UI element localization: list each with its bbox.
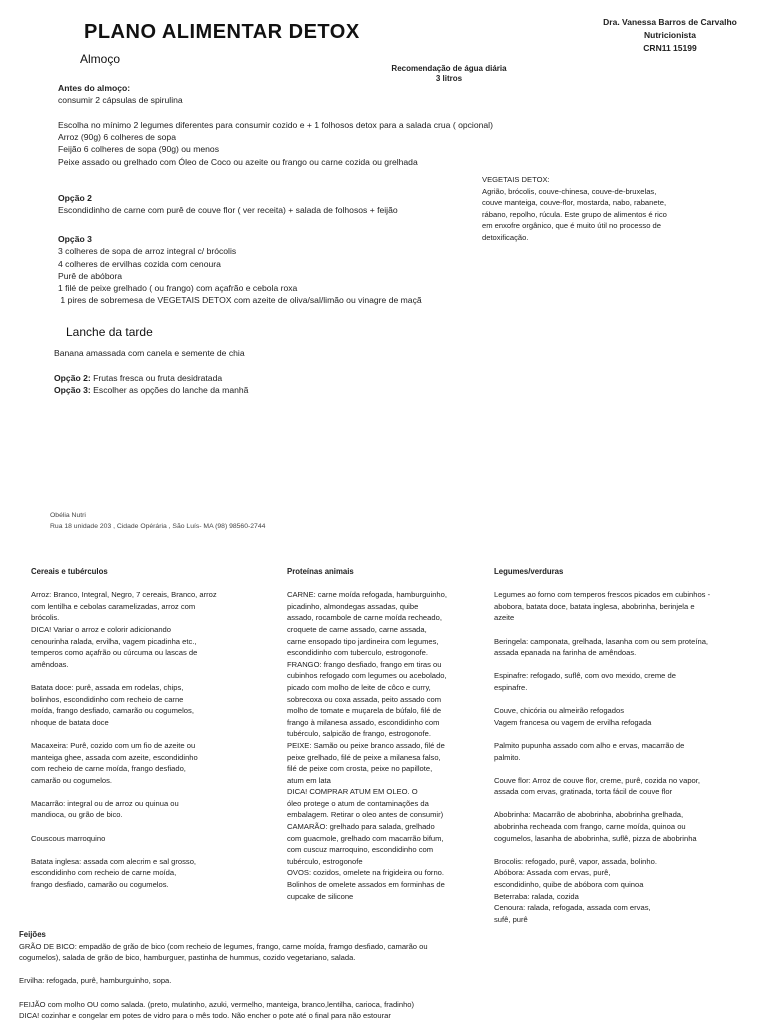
proteinas-line: tubérculo, estrogonofe bbox=[287, 856, 363, 866]
proteinas-line: peixe grelhado, filé de peixe a milanesa falso, bbox=[287, 752, 441, 762]
doctor-name: Dra. Vanessa Barros de Carvalho bbox=[603, 17, 737, 27]
lanche-text: Banana amassada com canela e semente de chia bbox=[54, 348, 245, 358]
legumes-line: Abóbora: Assada com ervas, purê, bbox=[494, 868, 611, 878]
cereais-line: DICA! Variar o arroz e colorir adicionando bbox=[31, 624, 171, 634]
feijoes-line bbox=[19, 987, 759, 999]
proteinas-line: cubinhos refogado com legumes ou acebolado, bbox=[287, 671, 447, 681]
cereais-line bbox=[31, 844, 261, 856]
proteinas-line: croquete de carne assado, carne assada, bbox=[287, 624, 427, 634]
doctor-crn: CRN11 15199 bbox=[643, 43, 697, 53]
arroz-text: Arroz (90g) 6 colheres de sopa bbox=[58, 132, 176, 143]
proteinas-line: carne ensopado tipo jardineira com legumes, bbox=[287, 636, 439, 646]
lanche-opcao3 bbox=[54, 384, 454, 396]
cereais-line: cenourinha ralada, ervilha, vagem picadinha etc., bbox=[31, 636, 197, 646]
opcao3-line: Purê de abóbora bbox=[58, 270, 123, 281]
antes-label: Antes do almoço: bbox=[58, 83, 131, 93]
opcao3-line: 3 colheres de sopa de arroz integral c/ brócolis bbox=[58, 246, 237, 257]
cereais-line: camarão ou cogumelos. bbox=[31, 775, 113, 785]
cereais-column bbox=[31, 566, 261, 891]
legumes-line: Beringela: camponata, grelhada, lasanha com ou sem proteína, bbox=[494, 636, 709, 646]
proteinas-heading: Proteínas animais bbox=[287, 567, 354, 576]
legumes-line: Cenoura: ralada, refogada, assada com ervas, bbox=[494, 903, 651, 913]
cereais-line: brócolis. bbox=[31, 613, 60, 623]
water-amount: 3 litros bbox=[435, 74, 463, 83]
proteinas-line: embalagem. Retirar o oleo antes de consumir) bbox=[287, 810, 444, 820]
almoco-opcao3 bbox=[58, 233, 518, 307]
water-recommendation bbox=[376, 64, 522, 84]
legumes-line bbox=[494, 659, 764, 671]
legumes-line: Couve flor: Arroz de couve flor, creme, purê, cozida no vapor, bbox=[494, 775, 700, 785]
proteinas-line: sobrecoxa ou coxa assada, peito assado com bbox=[287, 694, 442, 704]
vegetais-line: rábano, repolho, rúcula. Este grupo de alimentos é rico bbox=[482, 209, 667, 219]
almoco-heading: Almoço bbox=[80, 52, 121, 66]
cereais-line bbox=[31, 786, 261, 798]
opcao3-label: Opção 3 bbox=[58, 234, 92, 244]
proteinas-line: DICA! COMPRAR ATUM EM OLEO. O bbox=[287, 787, 418, 797]
doctor-info bbox=[560, 16, 768, 55]
legumes-line: abobora, batata doce, batata inglesa, abobrinha, berinjela e bbox=[494, 601, 695, 611]
legumes-line: cogumelos, lasanha de abobrinha, suflê, pizza de abobrinha bbox=[494, 833, 697, 843]
footer-address: Rua 18 unidade 203 , Cidade Opérária , São Luís- MA (98) 98560-2744 bbox=[50, 522, 266, 530]
legumes-line: Legumes ao forno com temperos frescos picados em cubinhos - bbox=[494, 590, 711, 600]
cereais-line: nhoque de batata doce bbox=[31, 717, 109, 727]
opcao3-line: 1 filé de peixe grelhado ( ou frango) com açafrão e cebola roxa bbox=[58, 283, 298, 294]
proteinas-line: Bolinhos de omelete assados em forminhas de bbox=[287, 880, 445, 890]
proteinas-line: assado, rocambole de carne moída recheado, bbox=[287, 613, 442, 623]
legumes-line: escondidinho, quibe de abóbora com quinoa bbox=[494, 880, 644, 890]
lanche-opcao2-text: Frutas fresca ou fruta desidratada bbox=[90, 372, 223, 383]
feijoes-line: DICA! cozinhar e congelar em potes de vidro para o mês todo. Não encher o pote até o final para não estourar bbox=[19, 1011, 391, 1021]
feijoes-heading: Feijões bbox=[19, 930, 46, 939]
feijoes-line: cogumelos), salada de grão de bico, hamburguer, pastinha de hummus, cozido vegetariano, salada. bbox=[19, 953, 356, 963]
legumes-line bbox=[494, 763, 764, 775]
proteinas-line: frango à milanesa assado, escondidinho com bbox=[287, 717, 440, 727]
legumes-line: Palmito pupunha assado com alho e ervas, macarrão de bbox=[494, 740, 685, 750]
water-label: Recomendação de água diária bbox=[391, 64, 507, 73]
cereais-line: Couscous marroquino bbox=[31, 833, 106, 843]
footer bbox=[50, 511, 265, 532]
cereais-line: Batata inglesa: assada com alecrim e sal grosso, bbox=[31, 856, 197, 866]
doctor-role: Nutricionista bbox=[644, 30, 696, 40]
legumes-column bbox=[494, 566, 764, 925]
cereais-heading: Cereais e tubérculos bbox=[31, 567, 108, 576]
legumes-line bbox=[494, 844, 764, 856]
proteinas-line: picado com molho de leite de côco e curry, bbox=[287, 682, 431, 692]
cereais-line: com recheio de carne moída, frango desfiado, bbox=[31, 764, 186, 774]
cereais-lines bbox=[31, 589, 261, 890]
feijoes-line bbox=[19, 964, 759, 976]
feijoes-line: FEIJÃO com molho OU como salada. (preto, mulatinho, azuki, vermelho, manteiga, branco,lentilha, carioca, fradinho) bbox=[19, 999, 415, 1009]
cereais-line: com lentilha e cebolas caramelizadas, arroz com bbox=[31, 601, 196, 611]
cereais-line bbox=[31, 728, 261, 740]
legumes-line: palmito. bbox=[494, 752, 521, 762]
legumes-line bbox=[494, 694, 764, 706]
legumes-line: sufê, purê bbox=[494, 914, 528, 924]
legumes-line bbox=[494, 798, 764, 810]
lanche-opcao2-label: Opção 2: bbox=[54, 372, 91, 383]
legumes-line: Abobrinha: Macarrão de abobrinha, abobrinha grelhada, bbox=[494, 810, 684, 820]
cereais-line: Macaxeira: Purê, cozido com um fio de azeite ou bbox=[31, 740, 196, 750]
legumes-line: assada com ervas, gratinada, torta fácil de couve flor bbox=[494, 787, 673, 797]
cereais-line: manteiga ghee, assada com azeite, escondidinho bbox=[31, 752, 198, 762]
page-title: PLANO ALIMENTAR DETOX bbox=[84, 21, 360, 43]
proteinas-line: picadinho, almondegas assadas, quibe bbox=[287, 601, 419, 611]
lanche-section bbox=[54, 347, 454, 396]
cereais-line: frango desfiado, camarão ou cogumelos. bbox=[31, 880, 169, 890]
opcao2-text: Escondidinho de carne com purê de couve flor ( ver receita) + salada de folhosos + feijão bbox=[58, 205, 398, 216]
cereais-line: Arroz: Branco, Integral, Negro, 7 cereais, Branco, arroz bbox=[31, 590, 217, 600]
antes-text: consumir 2 cápsulas de spirulina bbox=[58, 95, 183, 106]
lanche-opcao2 bbox=[54, 372, 454, 384]
almoco-section bbox=[58, 82, 518, 168]
feijoes-lines bbox=[19, 941, 759, 1022]
legumes-heading: Legumes/verduras bbox=[494, 567, 564, 576]
proteinas-line: CARNE: carne moída refogada, hamburguinho, bbox=[287, 590, 447, 600]
legumes-line: Espinafre: refogado, suflê, com ovo mexido, creme de bbox=[494, 671, 676, 681]
cereais-line bbox=[31, 821, 261, 833]
cereais-line: escondidinho com recheio de carne moída, bbox=[31, 868, 177, 878]
feijoes-section bbox=[19, 929, 759, 1022]
legumes-line: Couve, chicória ou almeirão refogados bbox=[494, 706, 625, 716]
proteinas-line: filé de peixe com crosta, peixe no papillote, bbox=[287, 764, 433, 774]
cereais-line: bolinhos, escondidinho com recheio de carne bbox=[31, 694, 184, 704]
vegetais-line: detoxificação. bbox=[482, 232, 529, 242]
proteinas-line: PEIXE: Samão ou peixe branco assado, filé de bbox=[287, 740, 445, 750]
legumes-line: espinafre. bbox=[494, 682, 528, 692]
peixe-text: Peixe assado ou grelhado com Óleo de Coco ou azeite ou frango ou carne cozida ou grelhada bbox=[58, 156, 418, 167]
cereais-line bbox=[31, 670, 261, 682]
cereais-line: moída, frango desfiado, camarão ou cogumelos, bbox=[31, 706, 194, 716]
cereais-line: Macarrão: integral ou de arroz ou quinua ou bbox=[31, 798, 179, 808]
vegetais-line: em enxofre orgânico, que é muito útil no processo de bbox=[482, 221, 661, 230]
cereais-line: amêndoas. bbox=[31, 659, 69, 669]
proteinas-column bbox=[287, 566, 487, 902]
proteinas-line: escondidinho com tuberculo, estrogonofe. bbox=[287, 648, 428, 658]
proteinas-lines bbox=[287, 589, 487, 902]
proteinas-line: com cuscuz marroquino, escondidinho com bbox=[287, 845, 434, 855]
vegetais-line: Agrião, brócolis, couve-chinesa, couve-de-bruxelas, bbox=[482, 186, 657, 196]
proteinas-line: FRANGO: frango desfiado, frango em tiras ou bbox=[287, 659, 442, 669]
vegetais-detox-box bbox=[482, 174, 732, 243]
feijao-text: Feijão 6 colheres de sopa (90g) ou menos bbox=[58, 144, 219, 155]
vegetais-heading: VEGETAIS DETOX: bbox=[482, 175, 550, 184]
footer-name: Obélia Nutri bbox=[50, 512, 86, 519]
cereais-line: Batata doce: purê, assada em rodelas, chips, bbox=[31, 682, 184, 692]
legumes-line: abobrinha recheada com frango, carne moída, quinoa ou bbox=[494, 822, 686, 832]
opcao3-line: 1 pires de sobremesa de VEGETAIS DETOX com azeite de oliva/sal/limão ou vinagre de maçã bbox=[58, 295, 422, 306]
legumes-line: azeite bbox=[494, 613, 515, 623]
proteinas-line: CAMARÃO: grelhado para salada, grelhado bbox=[287, 822, 435, 832]
legumes-line bbox=[494, 624, 764, 636]
cereais-line: mandioca, ou grão de bico. bbox=[31, 810, 123, 820]
proteinas-line: OVOS: cozidos, omelete na frigideira ou forno. bbox=[287, 868, 445, 878]
proteinas-line: molho de tomate e muçarela de búfalo, filé de bbox=[287, 706, 442, 716]
cereais-line: temperos como açafrão ou cúrcuma ou lascas de bbox=[31, 648, 198, 658]
proteinas-line: cupcake de silicone bbox=[287, 891, 354, 901]
almoco-opcao2 bbox=[58, 192, 518, 217]
opcao2-label: Opção 2 bbox=[58, 193, 92, 203]
legumes-line bbox=[494, 728, 764, 740]
legumes-line: assada epanada na farinha de amêndoas. bbox=[494, 648, 637, 658]
escolha-text: Escolha no mínimo 2 legumes diferentes para consumir cozido e + 1 folhosos detox para a salada crua ( opcional) bbox=[58, 119, 493, 130]
lanche-opcao3-text: Escolher as opções do lanche da manhã bbox=[90, 384, 249, 395]
vegetais-line: couve manteiga, couve-flor, mostarda, nabo, rabanete, bbox=[482, 198, 667, 207]
legumes-line: Brocolis: refogado, purê, vapor, assada, bolinho. bbox=[494, 856, 657, 866]
proteinas-line: tubérculo, salpicão de frango, estrogonofe. bbox=[287, 729, 431, 739]
proteinas-line: atum em lata bbox=[287, 775, 331, 785]
proteinas-line: com guacmole, grelhado com macarrão bifum, bbox=[287, 833, 444, 843]
feijoes-line: Ervilha: refogada, purê, hamburguinho, sopa. bbox=[19, 976, 172, 986]
lanche-heading: Lanche da tarde bbox=[66, 325, 153, 339]
lanche-opcao3-label: Opção 3: bbox=[54, 384, 91, 395]
proteinas-line: óleo protege o atum de contaminações da bbox=[287, 798, 429, 808]
opcao3-line: 4 colheres de ervilhas cozida com cenoura bbox=[58, 258, 221, 269]
legumes-lines bbox=[494, 589, 764, 925]
legumes-line: Vagem francesa ou vagem de ervilha refogada bbox=[494, 717, 652, 727]
feijoes-line: GRÃO DE BICO: empadão de grão de bico (com recheio de legumes, frango, carne moída, framgo desfiado, camarão ou bbox=[19, 941, 428, 951]
legumes-line: Beterraba: ralada, cozida bbox=[494, 891, 579, 901]
